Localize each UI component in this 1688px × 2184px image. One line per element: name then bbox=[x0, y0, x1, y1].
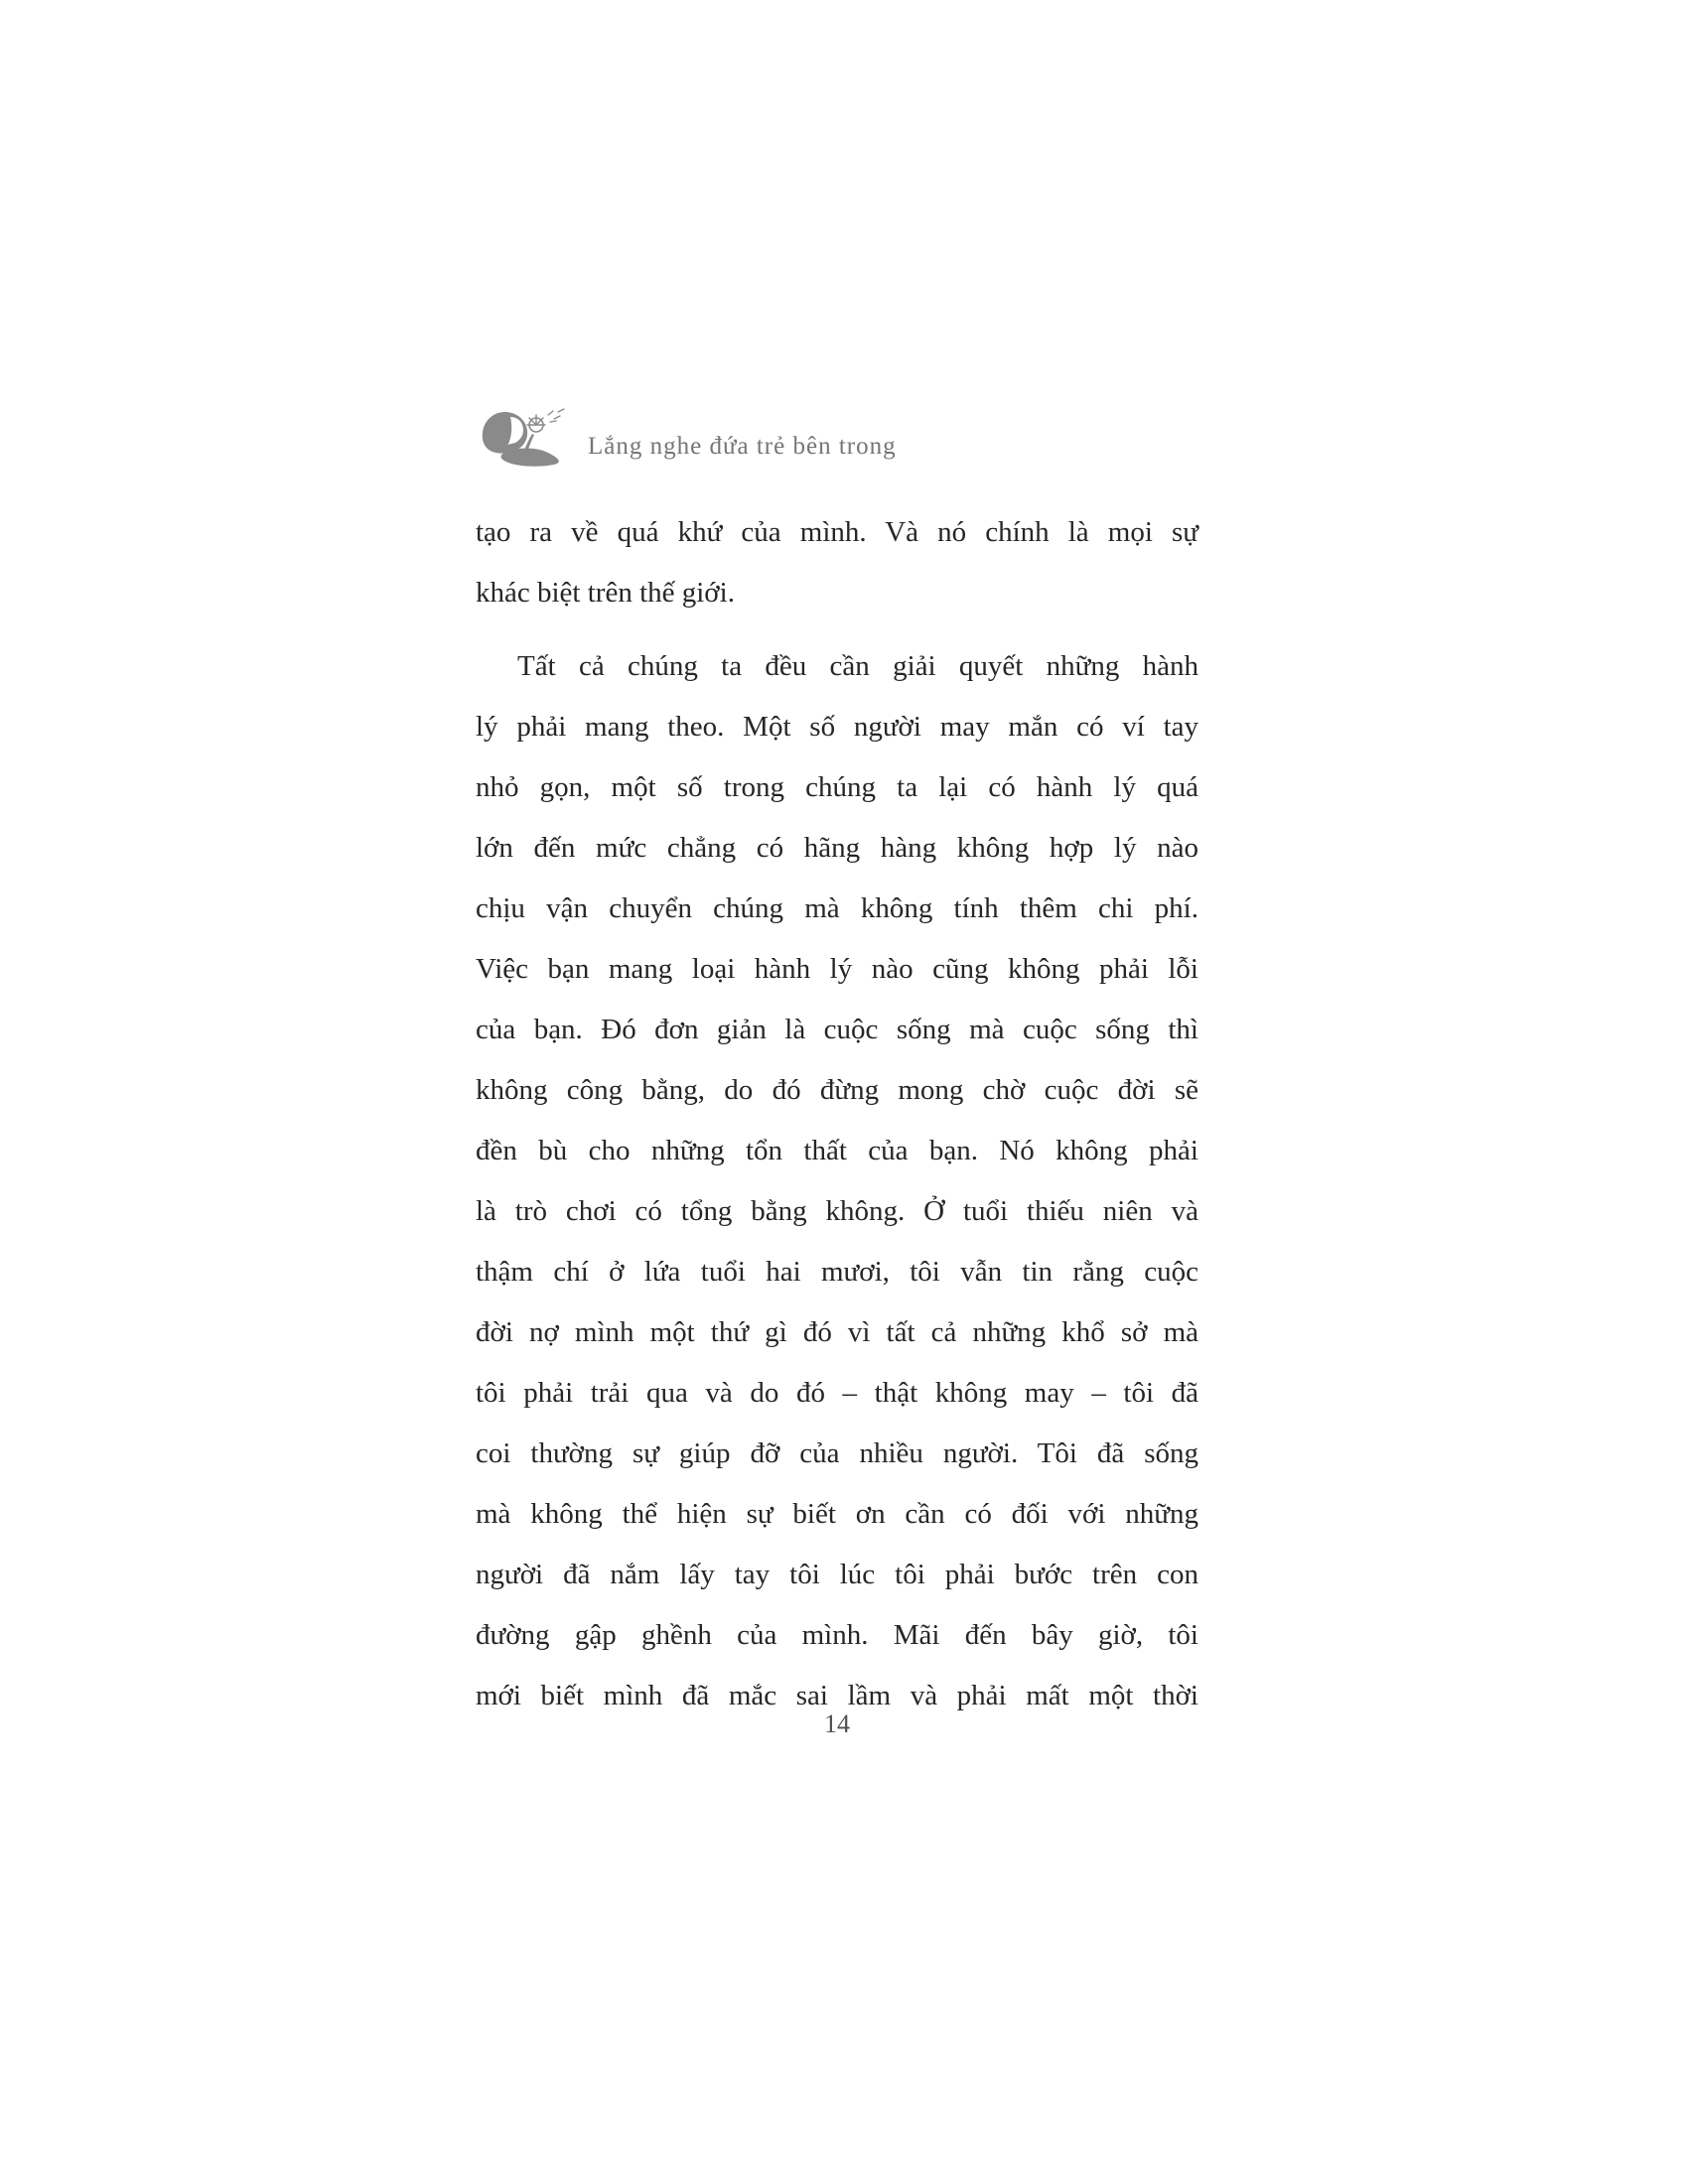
text-line: lớn đến mức chẳng có hãng hàng không hợp lý nào bbox=[476, 832, 1198, 864]
text-line: nhỏ gọn, một số trong chúng ta lại có hành lý quá bbox=[476, 771, 1198, 803]
text-line: tạo ra về quá khứ của mình. Và nó chính là mọi sự bbox=[476, 516, 1198, 548]
text-line: Việc bạn mang loại hành lý nào cũng không phải lỗi bbox=[476, 953, 1198, 985]
text-line: người đã nắm lấy tay tôi lúc tôi phải bước trên con bbox=[476, 1559, 1198, 1590]
running-header bbox=[475, 403, 1199, 467]
woman-dandelion-logo-icon bbox=[475, 405, 574, 467]
text-line: đền bù cho những tổn thất của bạn. Nó không phải bbox=[476, 1135, 1198, 1166]
text-line: mới biết mình đã mắc sai lầm và phải mất một thời bbox=[476, 1680, 1198, 1711]
text-line: khác biệt trên thế giới. bbox=[476, 577, 735, 609]
text-line: không công bằng, do đó đừng mong chờ cuộc đời sẽ bbox=[476, 1074, 1198, 1106]
text-line: là trò chơi có tổng bằng không. Ở tuổi thiếu niên và bbox=[476, 1195, 1198, 1227]
text-line: tôi phải trải qua và do đó – thật không may – tôi đã bbox=[476, 1377, 1198, 1409]
text-line: của bạn. Đó đơn giản là cuộc sống mà cuộc sống thì bbox=[476, 1014, 1198, 1045]
paragraph bbox=[476, 502, 1198, 623]
text-line: coi thường sự giúp đỡ của nhiều người. Tôi đã sống bbox=[476, 1437, 1198, 1469]
text-line: Tất cả chúng ta đều cần giải quyết những hành bbox=[517, 650, 1198, 682]
text-line: mà không thể hiện sự biết ơn cần có đối với những bbox=[476, 1498, 1198, 1530]
paragraph bbox=[476, 636, 1198, 1726]
text-line: lý phải mang theo. Một số người may mắn có ví tay bbox=[476, 711, 1198, 743]
text-line: đời nợ mình một thứ gì đó vì tất cả những khổ sở mà bbox=[476, 1316, 1198, 1348]
body-text bbox=[476, 502, 1198, 1726]
text-line: thậm chí ở lứa tuổi hai mươi, tôi vẫn tin rằng cuộc bbox=[476, 1256, 1198, 1288]
text-line: đường gập ghềnh của mình. Mãi đến bây giờ, tôi bbox=[476, 1619, 1198, 1651]
page-number: 14 bbox=[824, 1709, 850, 1738]
text-line: chịu vận chuyển chúng mà không tính thêm chi phí. bbox=[476, 892, 1198, 924]
book-title-header: Lắng nghe đứa trẻ bên trong bbox=[588, 433, 897, 460]
